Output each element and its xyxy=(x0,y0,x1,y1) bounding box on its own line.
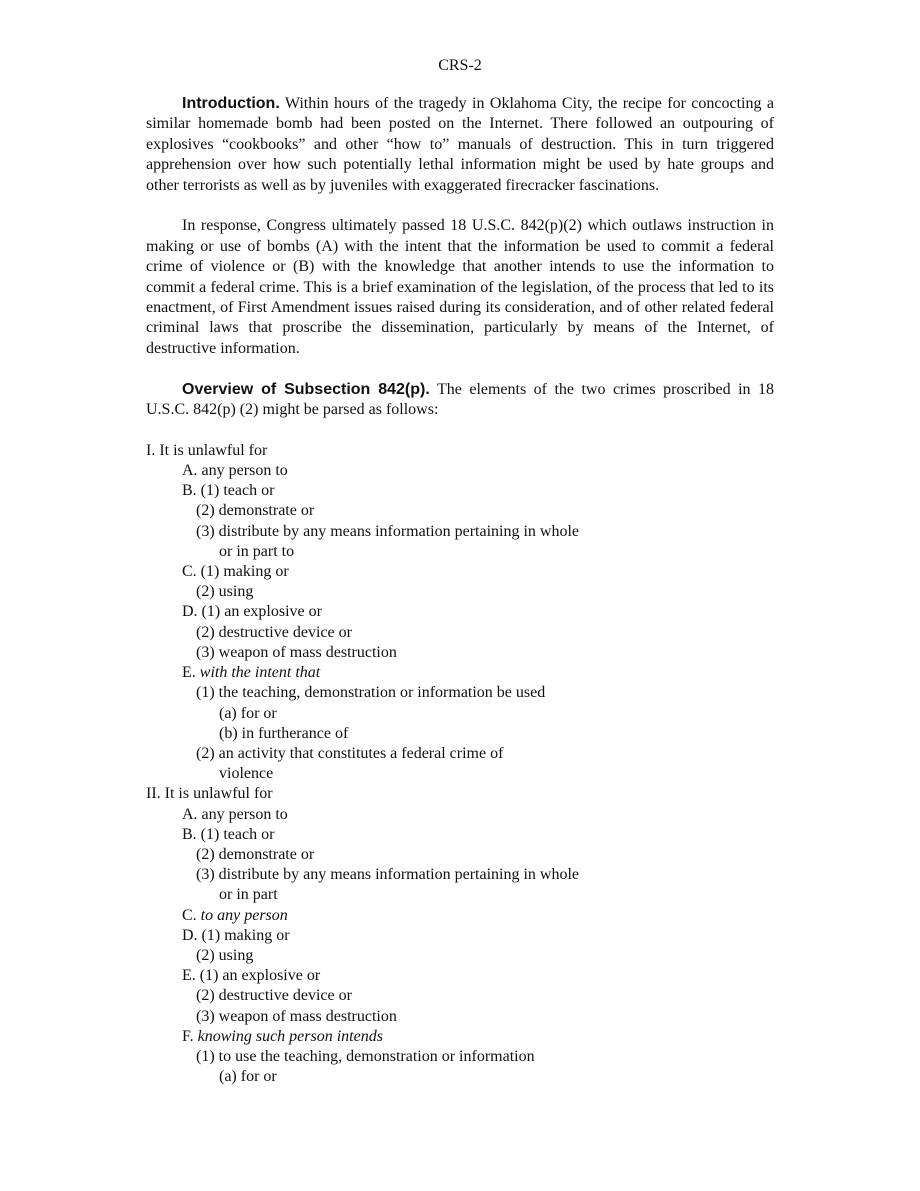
overview-paragraph xyxy=(146,380,774,421)
page-header: CRS-2 xyxy=(438,57,482,74)
outline-item: or in part xyxy=(219,886,278,904)
outline-item: A. any person to xyxy=(182,805,288,823)
outline-item: A. any person to xyxy=(182,462,288,480)
outline-item: (2) destructive device or xyxy=(196,623,352,641)
response-paragraph: In response, Congress ultimately passed 18 U.S.C. 842(p)(2) which outlaws instruction in making or use of bombs (A) with the intent that the information be used to commit a federal crime of violence or (B) with the knowledge that another intends to use the information to commit a federal crime. This is a brief examination of the legislation, of the process that led to its enactment, of First Amendment issues raised during its consideration, and of other related federal criminal laws that proscribe the dissemination, particularly by means of the Internet, of destructive information. xyxy=(146,217,774,357)
outline-item-prefix: C. xyxy=(182,906,201,924)
outline-item: (3) weapon of mass destruction xyxy=(196,1007,397,1025)
overview-heading: Overview of Subsection 842(p). xyxy=(182,380,430,398)
outline-item: (2) an activity that constitutes a federal crime of xyxy=(196,744,504,762)
outline-item: violence xyxy=(219,765,274,783)
outline-item: (2) demonstrate or xyxy=(196,502,315,520)
outline-item: D. (1) an explosive or xyxy=(182,603,322,621)
outline-item: (a) for or xyxy=(219,1068,277,1086)
outline-item: E. (1) an explosive or xyxy=(182,967,321,985)
outline-item: C. (1) making or xyxy=(182,563,289,581)
outline-item: (1) the teaching, demonstration or information be used xyxy=(196,684,546,702)
outline-item-italic: knowing such person intends xyxy=(197,1027,383,1045)
intro-heading: Introduction. xyxy=(182,95,280,112)
outline-item: (2) using xyxy=(196,946,254,964)
outline-item: (3) distribute by any means information pertaining in whole xyxy=(196,522,580,540)
outline-item: (3) distribute by any means information pertaining in whole xyxy=(196,866,580,884)
outline-item: (1) to use the teaching, demonstration or information xyxy=(196,1047,535,1065)
outline-item-prefix: F. xyxy=(182,1027,198,1045)
outline-item: (b) in furtherance of xyxy=(219,724,349,742)
intro-paragraph xyxy=(146,94,774,196)
intro-text: Within hours of the tragedy in Oklahoma City, the recipe for concocting a similar homemade bomb had been posted on the Internet. There followed an outpouring of explosives “cookbooks” and other “how to” manuals of destruction. This in turn triggered apprehension over how such potentially lethal information might be used by hate groups and other terrorists as well as by juveniles with exaggerated firecracker fascinations. xyxy=(146,95,774,194)
outline-item xyxy=(146,1027,774,1047)
outline-item: (3) weapon of mass destruction xyxy=(196,643,397,661)
outline-item: I. It is unlawful for xyxy=(146,441,268,459)
outline-item xyxy=(146,906,774,926)
document-body xyxy=(146,94,774,1087)
outline-item: II. It is unlawful for xyxy=(146,785,273,803)
outline-item xyxy=(146,663,774,683)
outline-item: or in part to xyxy=(219,542,295,560)
outline-item: (2) demonstrate or xyxy=(196,845,315,863)
outline-item-prefix: E. xyxy=(182,664,200,682)
overview-text: The elements of the two crimes proscribed in 18 U.S.C. 842(p) (2) might be parsed as follows: xyxy=(146,380,774,419)
outline-item: (a) for or xyxy=(219,704,277,722)
outline-item: B. (1) teach or xyxy=(182,825,275,843)
outline-item: D. (1) making or xyxy=(182,926,290,944)
outline-item: B. (1) teach or xyxy=(182,482,275,500)
outline-item-italic: with the intent that xyxy=(199,664,321,682)
outline-item: (2) destructive device or xyxy=(196,987,352,1005)
outline-item-italic: to any person xyxy=(200,906,288,924)
outline-item: (2) using xyxy=(196,583,254,601)
elements-outline xyxy=(146,441,774,1088)
